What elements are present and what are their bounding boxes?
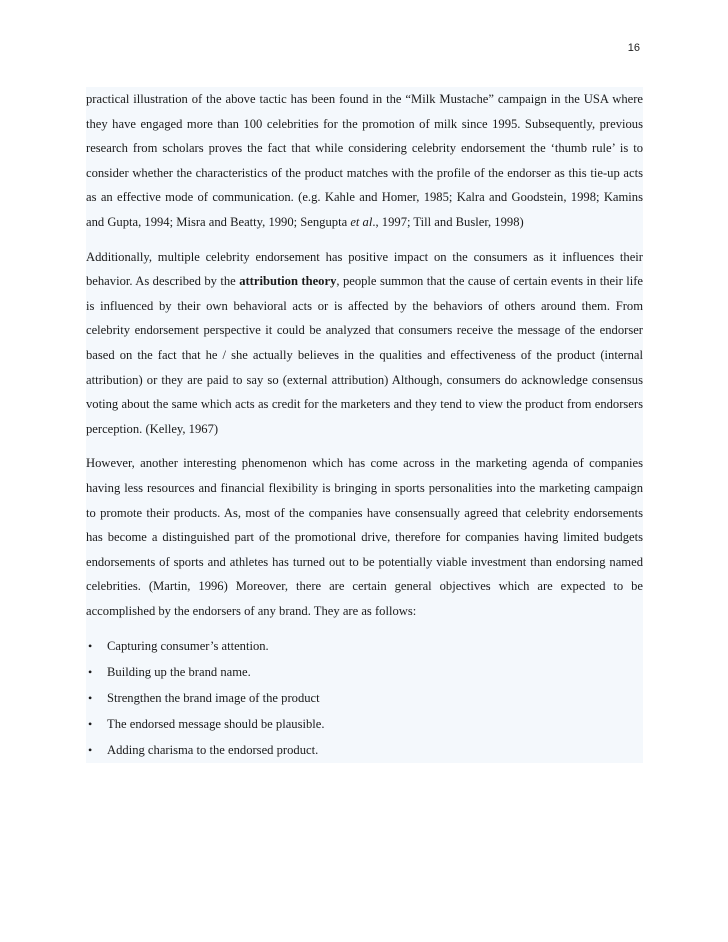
bullet-icon: • xyxy=(88,691,93,706)
paragraph-text: Additionally, multiple celebrity endorsement has positive impact on the consumers as it influences their behavior. As described by the xyxy=(86,249,643,289)
list-item-text: Adding charisma to the endorsed product. xyxy=(107,743,319,758)
list-item xyxy=(86,659,643,685)
paragraph-text: ., 1997; Till and Busler, 1998) xyxy=(372,214,524,229)
list-item-text: The endorsed message should be plausible. xyxy=(107,717,325,732)
list-item xyxy=(86,711,643,737)
paragraph-milk-mustache xyxy=(86,87,643,235)
paragraph-sports-personalities: However, another interesting phenomenon which has come across in the marketing agenda of companies having less resources and financial flexibility is bringing in sports personalities into the marketing campaign to promote their products. As, most of the companies have consensually agreed that celebrity endorsements has become a distinguished part of the promotional drive, therefore for companies having limited budgets endorsements of sports and athletes has turned out to be potentially viable investment than endorsing named celebrities. (Martin, 1996) Moreover, there are certain general objectives which are expected to be accomplished by the endorsers of any brand. They are as follows: xyxy=(86,456,643,618)
page-number: 16 xyxy=(627,42,640,54)
list-item-text: Capturing consumer’s attention. xyxy=(107,639,269,654)
paragraph-text: practical illustration of the above tactic has been found in the “Milk Mustache” campaign in the USA where they have engaged more than 100 celebrities for the promotion of milk since 1995. Subsequently, previous research from scholars proves the fact that while considering celebrity endorsement the ‘thumb rule’ is to consider whether the characteristics of the product matches with the profile of the endorser as this tie-up acts as an effective mode of communication. (e.g. Kahle and Homer, 1985; Kalra and Goodstein, 1998; Kamins and Gupta, 1994; Misra and Beatty, 1990; Sengupta xyxy=(86,92,643,229)
list-item xyxy=(86,633,643,659)
bullet-icon: • xyxy=(88,639,93,654)
bold-attribution-theory: attribution theory xyxy=(239,274,337,289)
paragraph-text: , people summon that the cause of certain events in their life is influenced by their own behavioral acts or is affected by the behaviors of others around them. From celebrity endorsement perspective it could be analyzed that consumers receive the message of the endorser based on the fact that he / she actually believes in the qualities and effectiveness of the product (internal attribution) or they are paid to say so (external attribution) Although, consumers do acknowledge consensus voting about the same which acts as credit for the marketers and they tend to view the product from endorsers perception. (Kelley, 1967) xyxy=(86,274,643,436)
bullet-icon: • xyxy=(88,665,93,680)
document-body xyxy=(86,87,643,763)
objectives-list xyxy=(86,633,643,763)
bullet-icon: • xyxy=(88,743,93,758)
paragraph-attribution-theory xyxy=(86,245,643,442)
list-item-text: Strengthen the brand image of the product xyxy=(107,691,320,706)
list-item-text: Building up the brand name. xyxy=(107,665,251,680)
bullet-icon: • xyxy=(88,717,93,732)
list-item xyxy=(86,737,643,763)
list-item xyxy=(86,685,643,711)
italic-et-al: et al xyxy=(350,214,373,229)
